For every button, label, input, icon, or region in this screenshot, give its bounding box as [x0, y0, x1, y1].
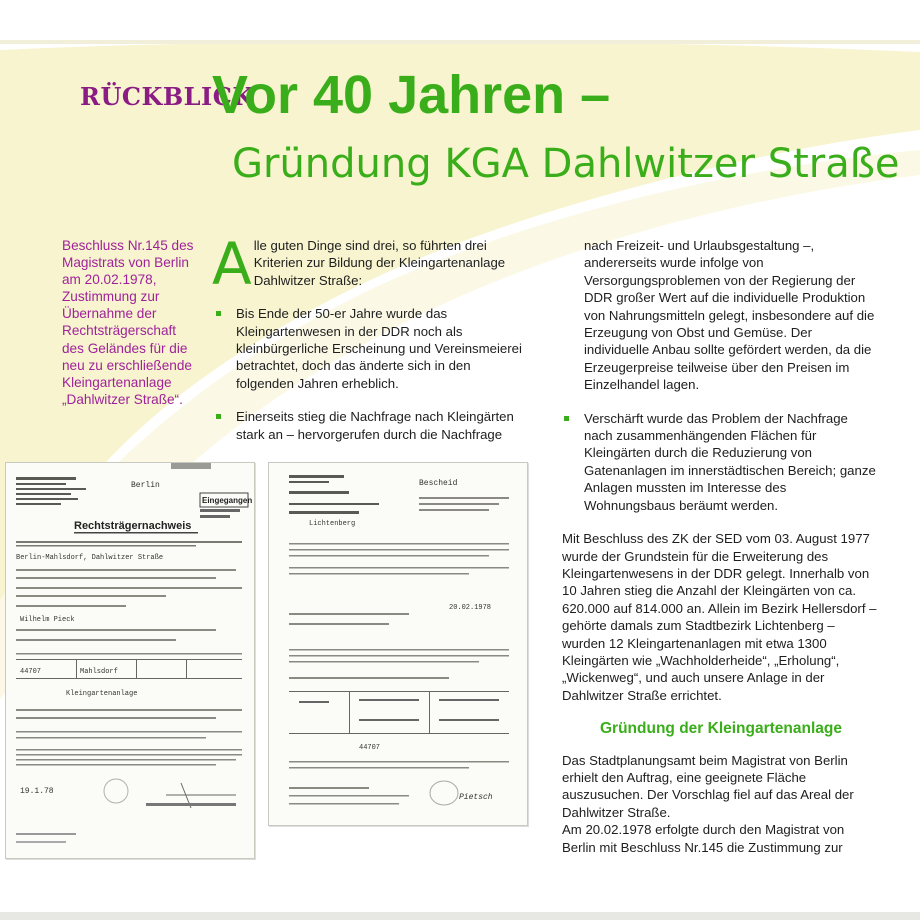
bullet-item: [562, 410, 880, 514]
doc1-name: Wilhelm Pieck: [20, 616, 75, 624]
intro-text: lle guten Dinge sind drei, so führten drei Kriterien zur Bildung der Kleingartenanlage Dahlwitzer Straße:: [253, 238, 506, 288]
doc2-signature: Pietsch: [459, 793, 493, 802]
doc1-locality: Mahlsdorf: [80, 668, 118, 676]
scanned-document-bescheid: [268, 462, 528, 826]
paragraph: Das Stadtplanungsamt beim Magistrat von Berlin erhielt den Auftrag, eine geeignete Fläche auszusuchen. Der Vorschlag fiel auf das Areal der Dahlwitzer Straße.: [562, 752, 854, 820]
bullet-square-icon: [216, 414, 221, 419]
bullet-square-icon: [216, 311, 221, 316]
bullet-continuation: nach Freizeit- und Urlaubsgestaltung –, andererseits wurde infolge von Versorgungsproblemen von der Regierung der DDR großer Wert auf die individuelle Produktion von Nahrungsmitteln gelegt, insbesondere auf die Erzeugung von Obst und Gemüse. Der individuelle Anbau sollte gefördert werden, da die Erzeugerpreise teilweise über den Preisen im Einzelhandel lagen.: [584, 238, 875, 393]
intro-paragraph: [212, 230, 532, 298]
doc1-heading: Rechtsträgernachweis: [74, 520, 192, 532]
section-label: RÜCKBLICK: [80, 82, 254, 111]
article-column-1: [212, 230, 532, 459]
document-scan-image: [269, 463, 527, 825]
doc2-number: 44707: [359, 744, 381, 752]
article-column-2: [562, 237, 880, 856]
drop-cap: A: [212, 230, 252, 298]
document-scan-image: [6, 463, 254, 858]
paragraph: Mit Beschluss des ZK der SED vom 03. August 1977 wurde der Grundstein für die Erweiterung des Kleingartenwesens in der DDR gelegt. Innerhalb von 10 Jahren stieg die Anzahl der Kleingärten von ca. 620.000 auf 814.000 an. Allein im Bezirk Hellersdorf – gehörte damals zum Stadtbezirk Lichtenberg – wurden 12 Kleingartenanlagen mit etwa 1300 Kleingärten wie „Wachholderheide“, „Erholung“, „Wickenweg“, und auch unsere Anlage in der Dahlwitzer Straße errichtet.: [562, 531, 877, 703]
bullet-item: [214, 305, 532, 392]
bullet-text: Bis Ende der 50-er Jahre wurde das Kleingartenwesen in der DDR noch als kleinbürgerliche Erscheinung und Vereinsmeierei betrachtet, doch das änderte sich in den folgenden Jahren erheblich.: [236, 306, 522, 391]
page-title: Vor 40 Jahren –: [212, 65, 611, 125]
doc1-type: Kleingartenanlage: [66, 690, 138, 698]
bullet-text: Einerseits stieg die Nachfrage nach Kleingärten stark an – hervorgerufen durch die Nachfrage: [236, 409, 514, 442]
doc1-stamp: Eingegangen: [202, 496, 253, 505]
paragraph: Am 20.02.1978 erfolgte durch den Magistrat von Berlin mit Beschluss Nr.145 die Zustimmung zur: [562, 822, 845, 855]
sidebar-caption: Beschluss Nr.145 des Magistrats von Berlin am 20.02.1978, Zustimmung zur Übernahme der Rechtsträgerschaft des Geländes für die neu zu erschließende Kleingartenanlage „Dahlwitzer Straße“.: [62, 238, 194, 407]
doc1-date: 19.1.78: [20, 787, 54, 796]
doc2-date: 20.02.1978: [449, 604, 492, 612]
doc1-number: 44707: [20, 668, 42, 676]
bullet-square-icon: [564, 416, 569, 421]
section-subheading: Gründung der Kleingartenanlage: [600, 720, 842, 738]
page-subtitle: Gründung KGA Dahlwitzer Straße: [232, 141, 900, 187]
bullet-text: Verschärft wurde das Problem der Nachfrage nach zusammenhängenden Flächen für Kleingärten durch die Reduzierung von Gatenanlagen im innerstädtischen Bereich; ganze Anlagen mussten im Interesse des Wohnungsbaus beräumt werden.: [584, 410, 876, 513]
scanned-document-rechtstraegernachweis: [5, 462, 255, 859]
doc1-place: Berlin: [131, 481, 160, 490]
doc2-heading: Bescheid: [419, 479, 458, 488]
footer-bar: [0, 912, 920, 920]
bullet-item: [214, 408, 532, 443]
doc2-district: Lichtenberg: [309, 520, 356, 528]
doc1-street: Berlin-Mahlsdorf, Dahlwitzer Straße: [16, 554, 164, 562]
